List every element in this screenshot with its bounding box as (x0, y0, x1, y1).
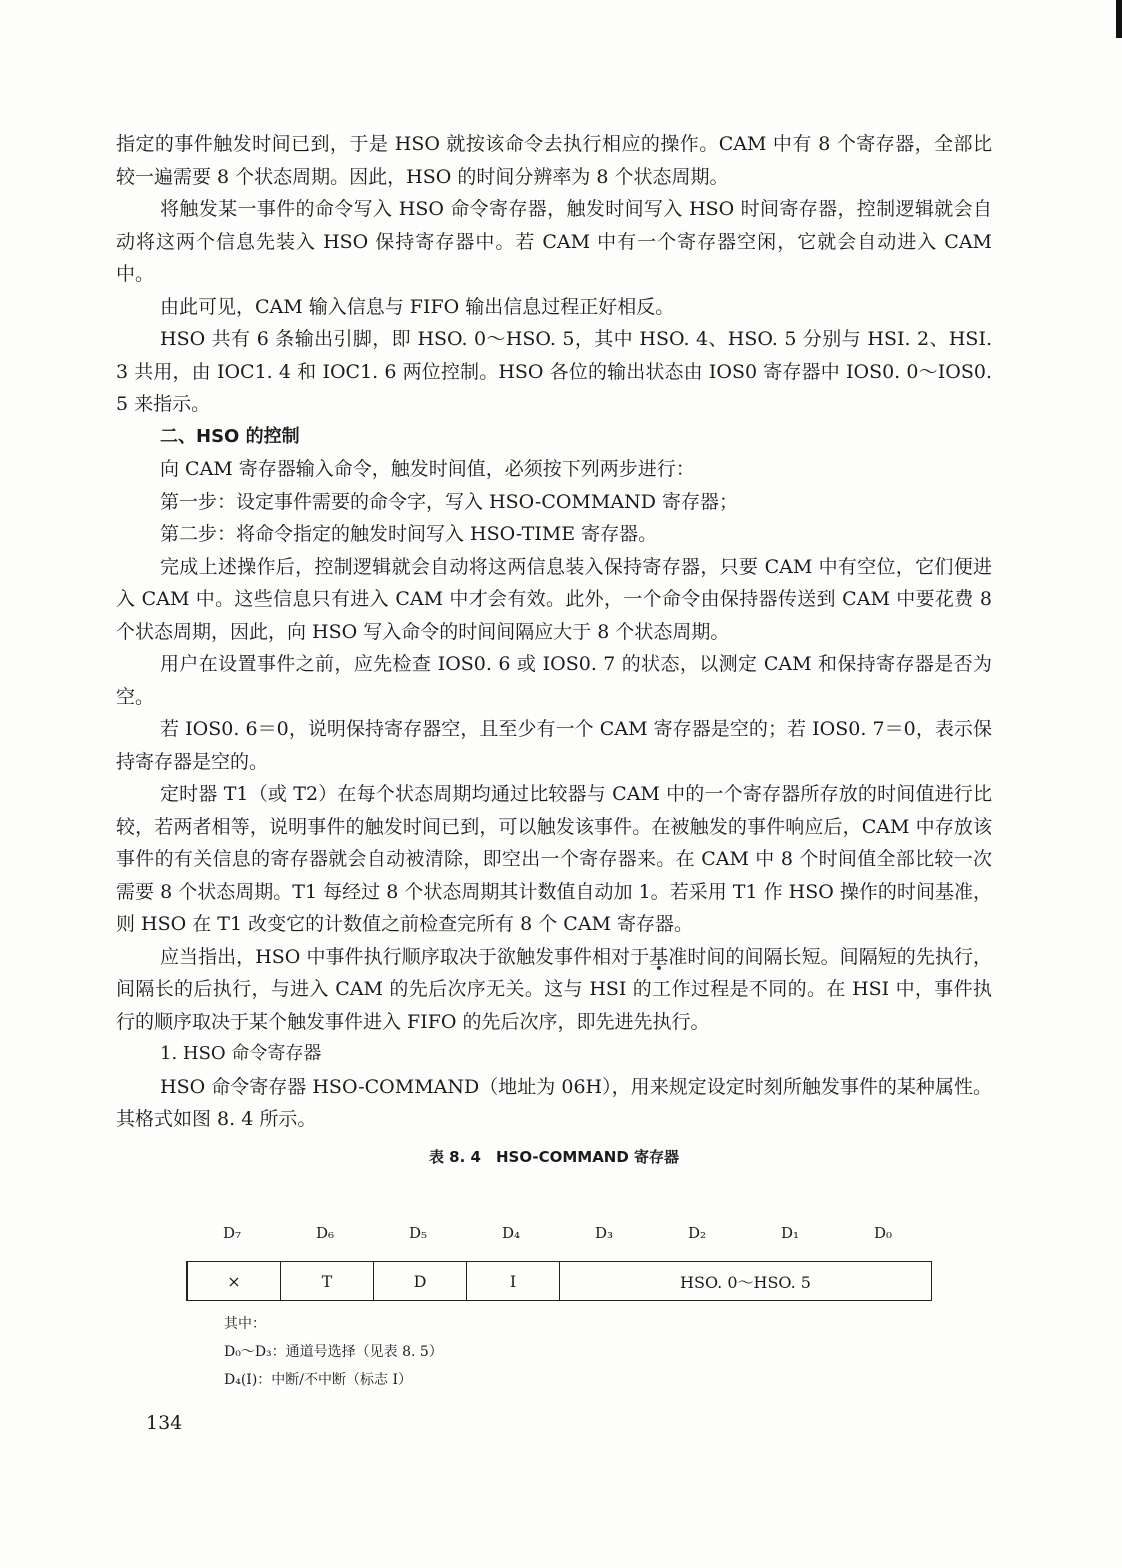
note-line: D₀～D₃：通道号选择（见表 8. 5） (224, 1344, 443, 1360)
body-text (116, 128, 992, 1172)
bit-label: D₀ (873, 1224, 893, 1242)
table-notes (224, 1310, 443, 1394)
bit-label: D₆ (315, 1224, 335, 1242)
section-heading: 二、HSO 的控制 (160, 425, 300, 447)
register-cell: D (374, 1262, 467, 1300)
step-two: 第二步：将命令指定的触发时间写入 HSO-TIME 寄存器。 (160, 523, 658, 545)
paragraph: 完成上述操作后，控制逻辑就会自动将这两信息装入保持寄存器，只要 CAM 中有空位，它们便进入 CAM 中。这些信息只有进入 CAM 中才会有效。此外，一个命令由保持器传送到 CAM 中要花费 8 个状态周期，因此，向 HSO 写入命令的时间间隔应大于 8 个状态周期。 (116, 555, 992, 643)
subsection-heading: 1. HSO 命令寄存器 (160, 1043, 322, 1064)
bit-label: D₂ (687, 1224, 707, 1242)
paragraph: 由此可见，CAM 输入信息与 FIFO 输出信息过程正好相反。 (160, 295, 675, 318)
paragraph: HSO 共有 6 条输出引脚，即 HSO. 0～HSO. 5，其中 HSO. 4、HSO. 5 分别与 HSI. 2、HSI. 3 共用，由 IOC1. 4 和 IOC1. 6 两位控制。HSO 各位的输出状态由 IOS0 寄存器中 IOS0. 0～IOS0. 5 来指示。 (116, 328, 992, 415)
table-caption: 表 8. 4 HSO-COMMAND 寄存器 (428, 1147, 680, 1166)
note-line: 其中： (224, 1316, 266, 1332)
paragraph: HSO 命令寄存器 HSO-COMMAND（地址为 06H），用来规定设定时刻所触发事件的某种属性。其格式如图 8. 4 所示。 (116, 1075, 992, 1130)
paragraph: 定时器 T1（或 T2）在每个状态周期均通过比较器与 CAM 中的一个寄存器所存放的时间值进行比较，若两者相等，说明事件的触发时间已到，可以触发该事件。在被触发的事件响应后，CAM 中存放该事件的有关信息的寄存器就会自动被清除，即空出一个寄存器来。在 CAM 中 8 个时间值全部比较一次需要 8 个状态周期。T1 每经过 8 个状态周期其计数值自动加 1。若采用 T1 作 HSO 操作的时间基准，则 HSO 在 T1 改变它的计数值之前检查完所有 8 个 CAM 寄存器。 (116, 783, 992, 935)
register-diagram (186, 1261, 932, 1301)
bit-label: D₇ (222, 1224, 242, 1242)
bit-label: D₅ (408, 1224, 428, 1242)
bit-label: D₁ (780, 1224, 800, 1242)
bit-label: D₄ (501, 1224, 521, 1242)
paragraph: 应当指出，HSO 中事件执行顺序取决于欲触发事件相对于基准时间的间隔长短。间隔短的先执行，间隔长的后执行，与进入 CAM 的先后次序无关。这与 HSI 的工作过程是不同的。在 HSI 中，事件执行的顺序取决于某个触发事件进入 FIFO 的先后次序，即先进先执行。 (116, 945, 992, 1033)
note-line: D₄(I)：中断/不中断（标志 I） (224, 1372, 412, 1388)
bit-label: D₃ (594, 1224, 614, 1242)
step-one: 第一步：设定事件需要的命令字，写入 HSO-COMMAND 寄存器； (160, 490, 738, 513)
register-cell: HSO. 0～HSO. 5 (680, 1272, 811, 1292)
scan-edge-mark (1116, 0, 1122, 38)
register-cell: T (281, 1262, 374, 1300)
paragraph: 指定的事件触发时间已到，于是 HSO 就按该命令去执行相应的操作。CAM 中有 8 个寄存器，全部比较一遍需要 8 个状态周期。因此，HSO 的时间分辨率为 8 个状态周期。 (116, 133, 992, 188)
register-cell: × (188, 1262, 281, 1300)
paragraph: 若 IOS0. 6＝0，说明保持寄存器空，且至少有一个 CAM 寄存器是空的；若 IOS0. 7＝0，表示保持寄存器是空的。 (116, 718, 992, 773)
step-intro: 向 CAM 寄存器输入命令，触发时间值，必须按下列两步进行： (160, 458, 695, 480)
paragraph: 将触发某一事件的命令写入 HSO 命令寄存器，触发时间写入 HSO 时间寄存器，控制逻辑就会自动将这两个信息先装入 HSO 保持寄存器中。若 CAM 中有一个寄存器空闲，它就会自动进入 CAM 中。 (116, 198, 992, 285)
bit-labels (186, 1224, 932, 1246)
register-cell: I (467, 1262, 560, 1300)
paragraph: 用户在设置事件之前，应先检查 IOS0. 6 或 IOS0. 7 的状态，以测定 CAM 和保持寄存器是否为空。 (116, 653, 992, 708)
page-number: 134 (146, 1412, 183, 1434)
